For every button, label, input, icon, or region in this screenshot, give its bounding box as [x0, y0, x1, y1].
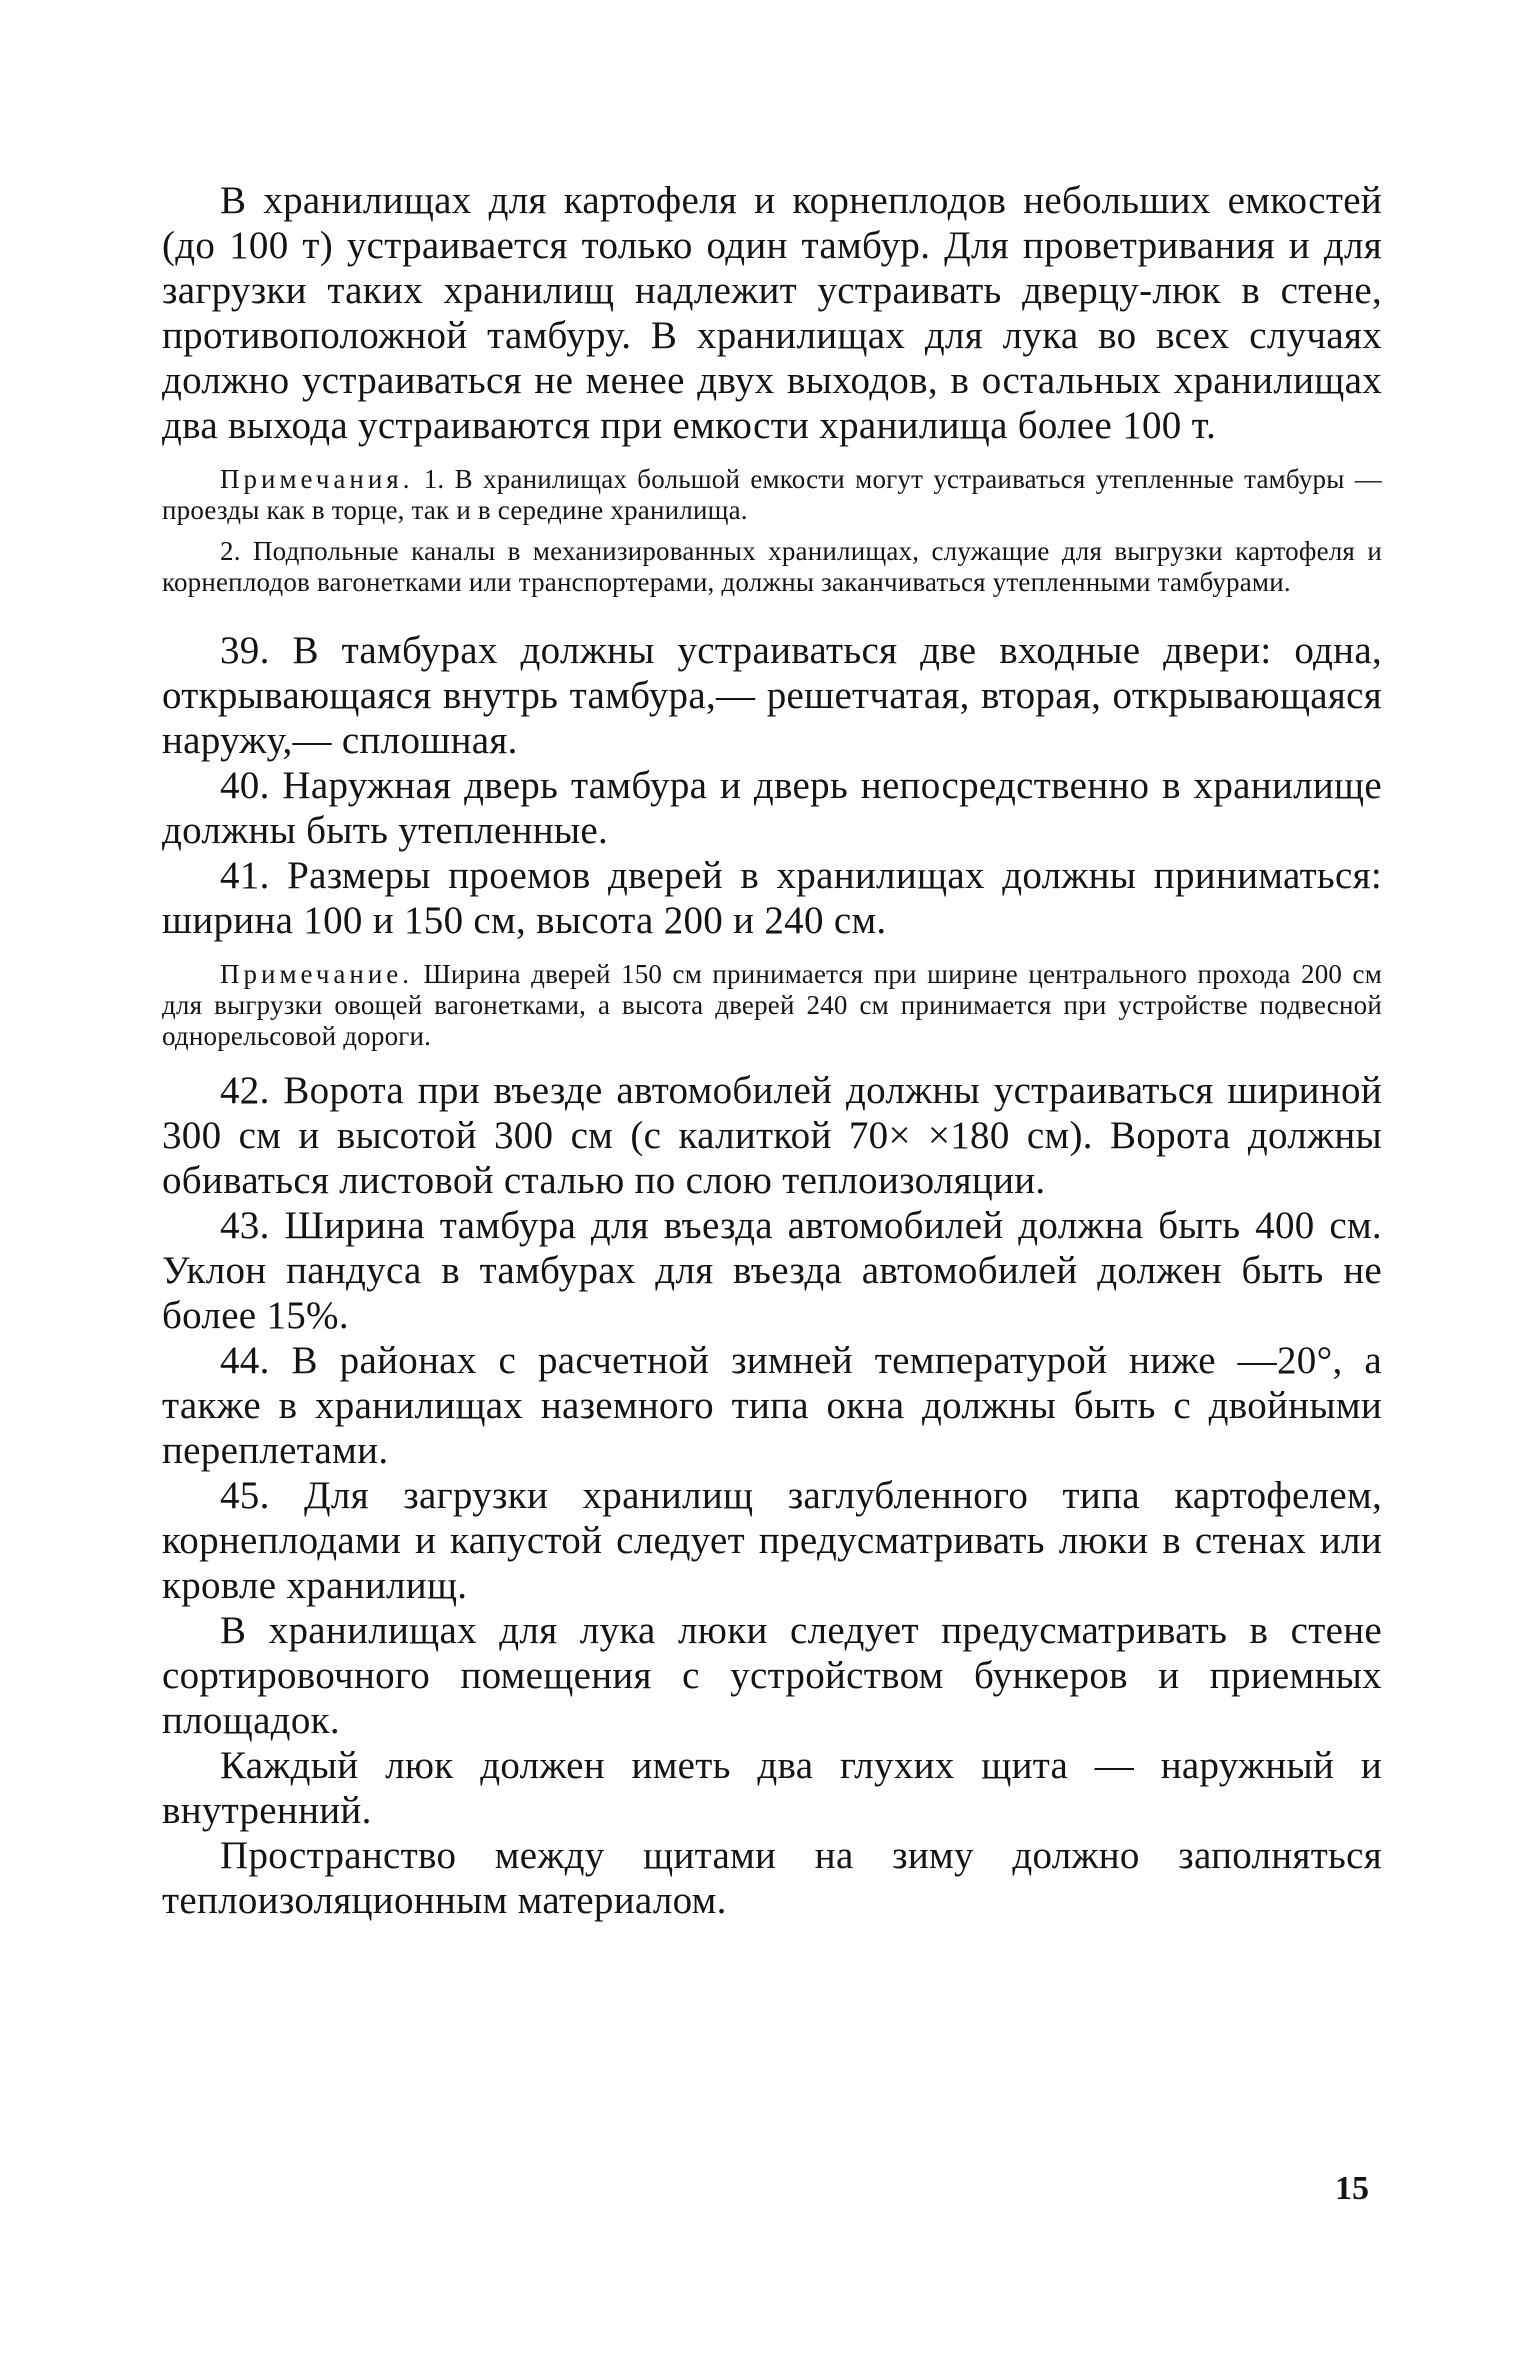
item-43: 43. Ширина тамбура для въезда автомобилей должна быть 400 см. Уклон пандуса в тамбурах для въезда автомобилей должен быть не более 15%. — [162, 1204, 1382, 1337]
item-45-hatch: Каждый люк должен иметь два глухих щита — наружный и внутренний. — [162, 1744, 1382, 1832]
item-45-onion: В хранилищах для лука люки следует предусматривать в стене сортировочного помещения с устройством бункеров и приемных площадок. — [162, 1609, 1382, 1742]
note-1-text: 1. В хранилищах большой емкости могут устраиваться утепленные тамбуры — проезды как в торце, так и в середине хранилища. — [162, 464, 1382, 525]
document-page — [162, 178, 1382, 1923]
note-doors-text: Ширина дверей 150 см принимается при ширине центрального прохода 200 см для выгрузки овощей вагонетками, а высота дверей 240 см принимается при устройстве подвесной однорельсовой дороги. — [162, 959, 1383, 1051]
note-heading: Примечание. — [220, 959, 414, 989]
item-45: 45. Для загрузки хранилищ заглубленного типа картофелем, корнеплодами и капустой следует предусматривать люки в стенах или кровле хранилищ. — [162, 1474, 1382, 1607]
note-doors — [162, 959, 1382, 1052]
paragraph-storage-entrances: В хранилищах для картофеля и корнеплодов небольших емкостей (до 100 т) устраивается только один тамбур. Для проветривания и для загрузки таких хранилищ надлежит устраивать дверцу-люк в стене, противоположной тамбуру. В хранилищах для лука во всех случаях должно устраиваться не менее двух выходов, в остальных хранилищах два выхода устраиваются при емкости хранилища более 100 т. — [162, 179, 1382, 447]
item-44: 44. В районах с расчетной зимней температурой ниже —20°, а также в хранилищах наземного типа окна должны быть с двойными переплетами. — [162, 1339, 1382, 1472]
page-number: 15 — [1335, 2170, 1369, 2207]
item-39: 39. В тамбурах должны устраиваться две входные двери: одна, открывающаяся внутрь тамбура,— решетчатая, вторая, открывающаяся наружу,— сплошная. — [162, 629, 1382, 762]
item-40: 40. Наружная дверь тамбура и дверь непосредственно в хранилище должны быть утепленные. — [162, 764, 1382, 852]
item-42: 42. Ворота при въезде автомобилей должны устраиваться шириной 300 см и высотой 300 см (с калиткой 70× ×180 см). Ворота должны обиваться листовой сталью по слою теплоизоляции. — [162, 1069, 1382, 1202]
note-1 — [162, 464, 1382, 526]
item-41: 41. Размеры проемов дверей в хранилищах должны приниматься: ширина 100 и 150 см, высота 200 и 240 см. — [162, 854, 1382, 942]
notes-heading: Примечания. — [220, 464, 414, 494]
note-2: 2. Подпольные каналы в механизированных хранилищах, служащие для выгрузки картофеля и корнеплодов вагонетками или транспортерами, должны заканчиваться утепленными тамбурами. — [162, 536, 1382, 597]
item-45-insulation: Пространство между щитами на зиму должно заполняться теплоизоляционным материалом. — [162, 1834, 1382, 1922]
